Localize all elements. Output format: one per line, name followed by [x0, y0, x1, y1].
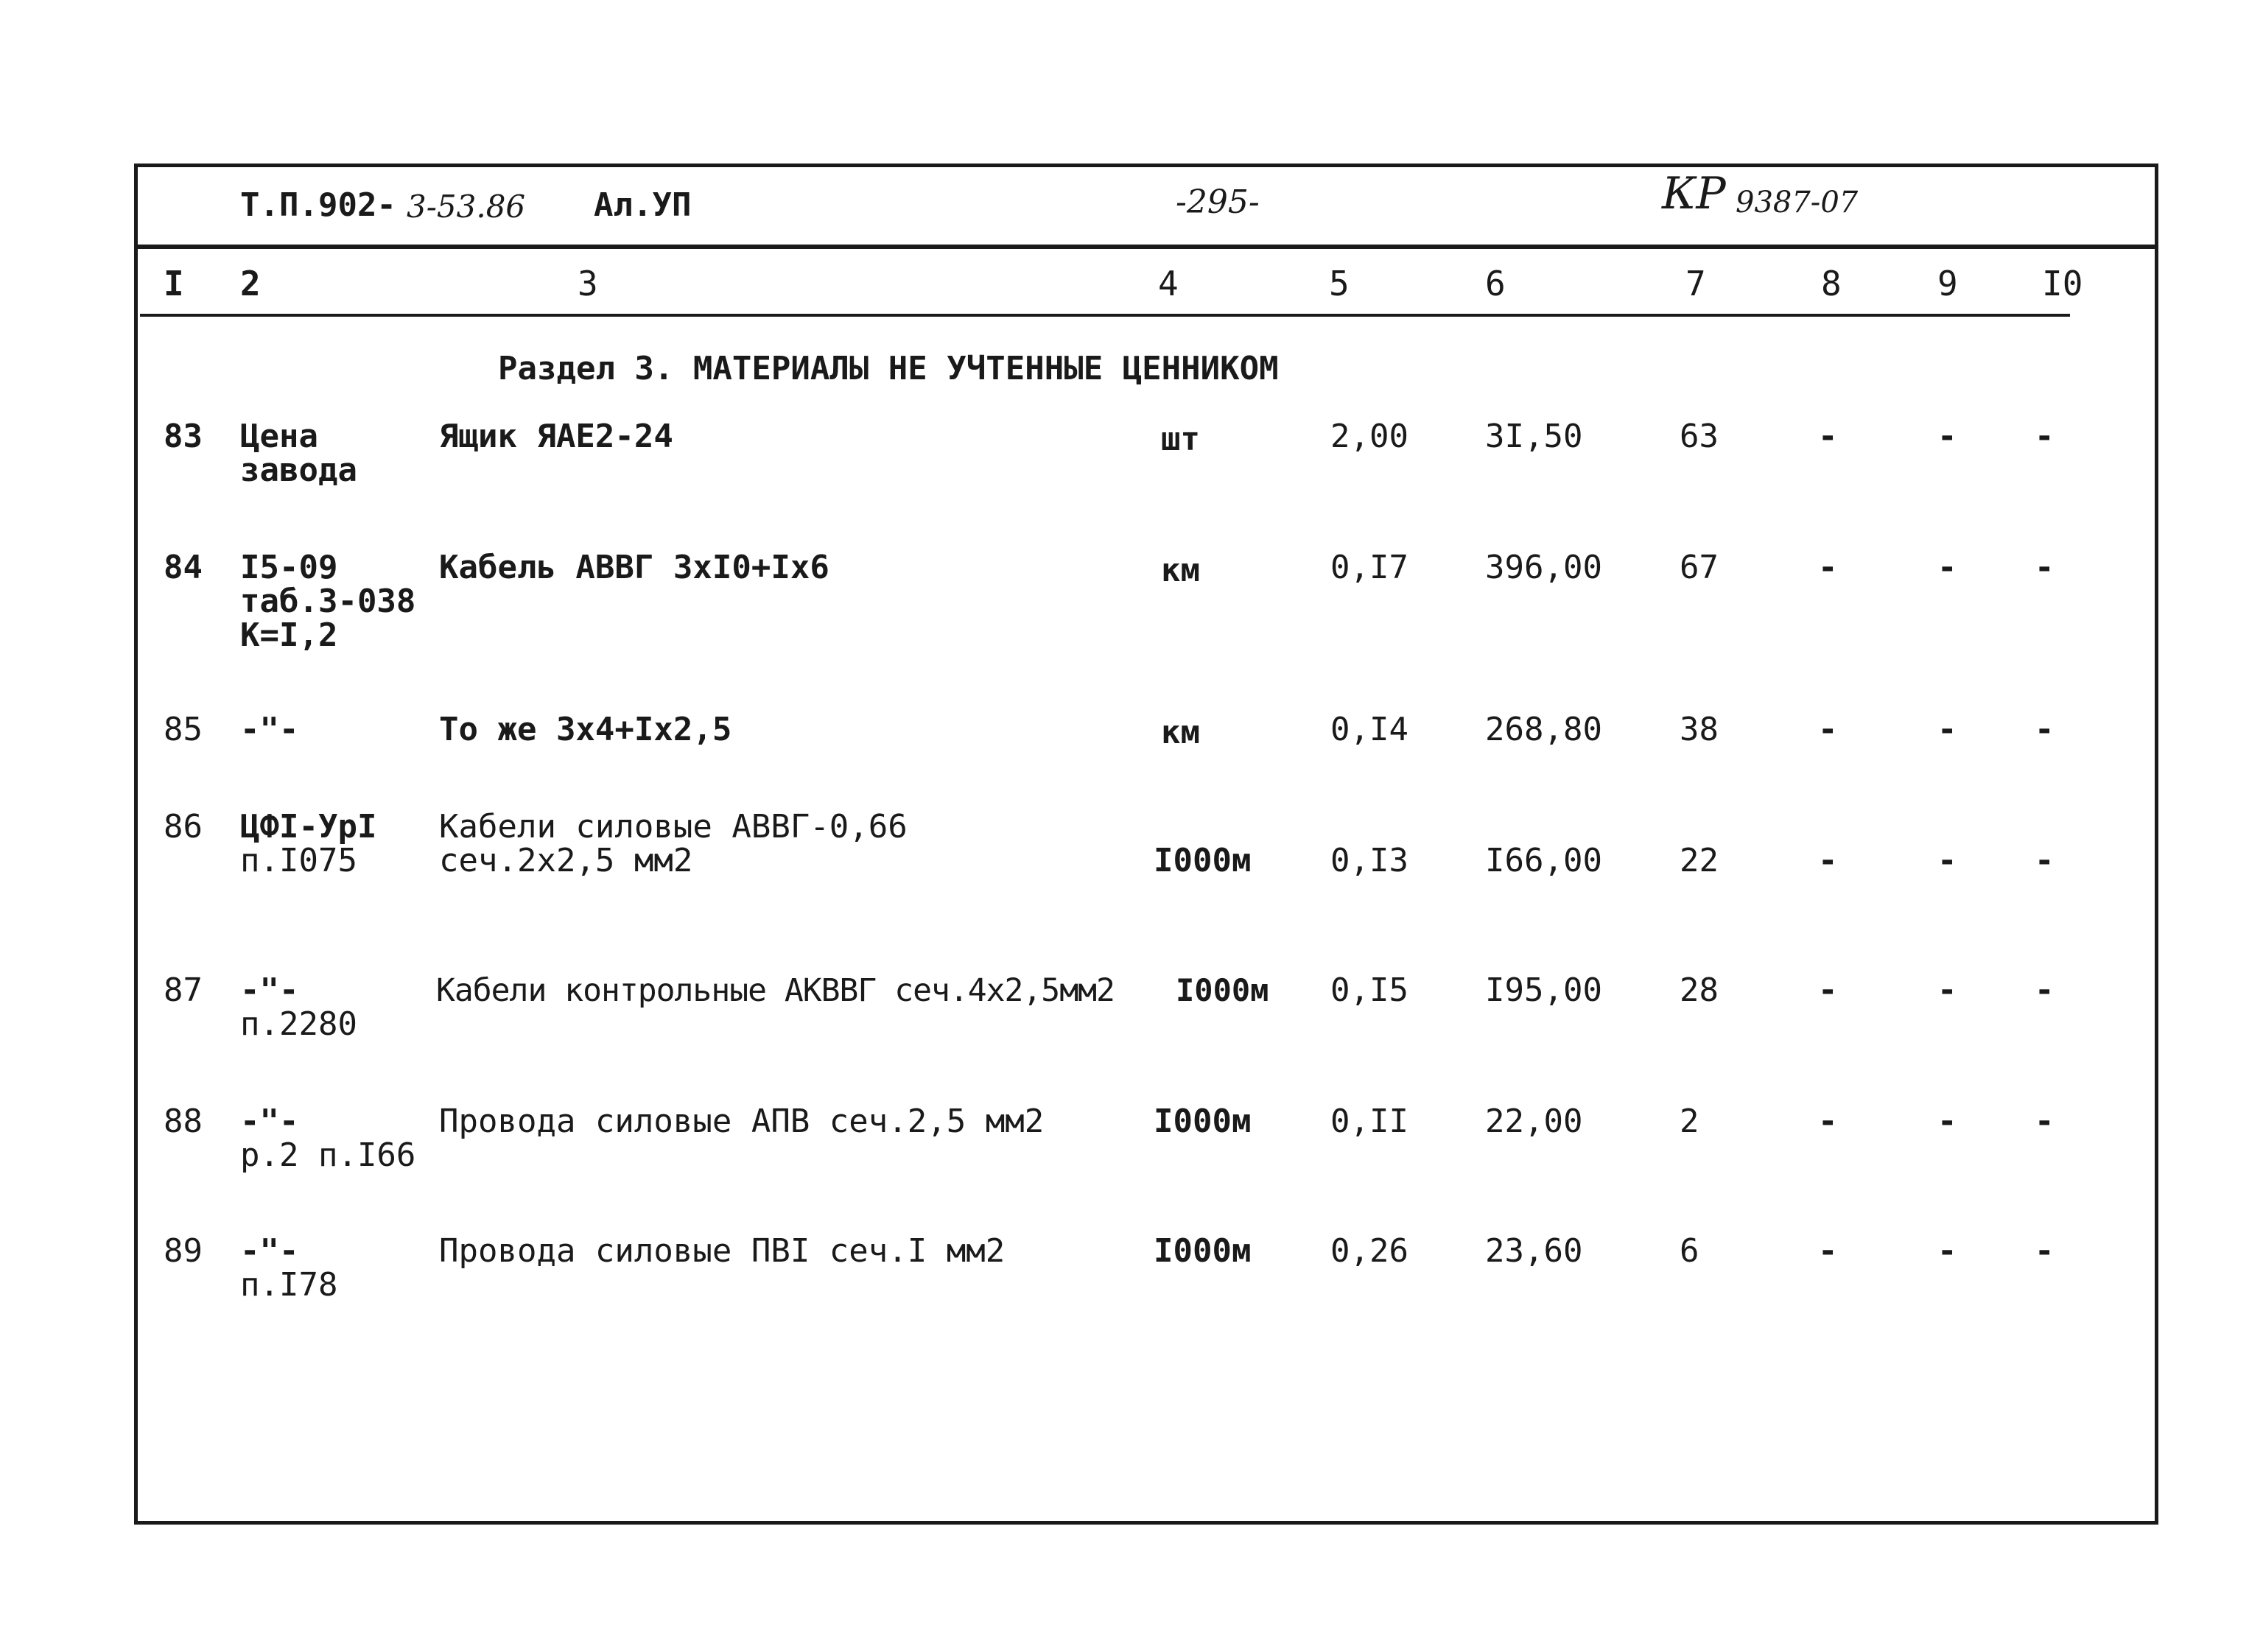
column-numbers-divider [140, 314, 2070, 317]
column-8-value: - [1818, 1103, 1838, 1140]
source-line: таб.3-038 [240, 583, 416, 620]
unit-price: 22,00 [1485, 1103, 1583, 1140]
unit-price: 23,60 [1485, 1232, 1583, 1270]
total-cost: 2 [1680, 1103, 1699, 1140]
quantity: 0,I7 [1330, 549, 1408, 586]
column-8-value: - [1818, 711, 1838, 748]
section-title: Раздел 3. МАТЕРИАЛЫ НЕ УЧТЕННЫЕ ЦЕННИКОМ [498, 350, 1279, 387]
column-number: 6 [1485, 264, 1506, 303]
quantity: 0,26 [1330, 1232, 1408, 1270]
source-line: -"- [240, 971, 299, 1009]
column-9-value: - [1937, 549, 1957, 586]
unit: км [1161, 552, 1200, 589]
unit: I000м [1176, 972, 1269, 1008]
material-name: Провода силовые АПВ сеч.2,5 мм2 [439, 1103, 1045, 1140]
column-10-value: - [2035, 971, 2055, 1009]
column-9-value: - [1937, 711, 1957, 748]
unit-price: 396,00 [1485, 549, 1602, 586]
kp-mark: КР [1662, 168, 1726, 219]
row-number: 86 [164, 808, 203, 846]
unit-price: I95,00 [1485, 971, 1602, 1009]
unit: км [1161, 714, 1200, 751]
column-number: 8 [1821, 264, 1842, 303]
source-line: -"- [240, 1232, 299, 1270]
column-number: I [164, 264, 184, 303]
column-9-value: - [1937, 842, 1957, 879]
column-9-value: - [1937, 971, 1957, 1009]
total-cost: 22 [1680, 842, 1719, 879]
material-name: Кабели контрольные АКВВГ сеч.4х2,5мм2 [436, 972, 1115, 1009]
page-number: -295- [1176, 183, 1260, 221]
column-number: 4 [1158, 264, 1179, 303]
column-8-value: - [1818, 971, 1838, 1009]
total-cost: 28 [1680, 971, 1719, 1009]
document-code-handwritten: 3-53.86 [407, 189, 526, 225]
quantity: 0,I4 [1330, 711, 1408, 748]
quantity: 0,I3 [1330, 842, 1408, 879]
source-line: завода [240, 451, 357, 489]
column-10-value: - [2035, 1232, 2055, 1270]
unit: I000м [1154, 842, 1252, 879]
material-name: То же 3х4+Iх2,5 [439, 711, 732, 748]
quantity: 0,II [1330, 1103, 1408, 1140]
source-line: п.I78 [240, 1266, 338, 1304]
row-number: 87 [164, 971, 203, 1009]
material-name: Кабель АВВГ 3хI0+Iх6 [439, 549, 829, 586]
quantity: 2,00 [1330, 418, 1408, 455]
frame-bottom-edge [140, 1522, 2158, 1524]
document-code: Т.П.902- [240, 186, 396, 224]
total-cost: 63 [1680, 418, 1719, 455]
quantity: 0,I5 [1330, 971, 1408, 1009]
source-line: р.2 п.I66 [240, 1136, 416, 1174]
source-line: -"- [240, 1103, 299, 1140]
column-9-value: - [1937, 418, 1957, 455]
column-9-value: - [1937, 1232, 1957, 1270]
material-name: сеч.2х2,5 мм2 [439, 842, 693, 879]
column-8-value: - [1818, 549, 1838, 586]
column-10-value: - [2035, 418, 2055, 455]
row-number: 83 [164, 418, 203, 455]
unit-price: 268,80 [1485, 711, 1602, 748]
column-9-value: - [1937, 1103, 1957, 1140]
column-number: 7 [1685, 264, 1706, 303]
column-10-value: - [2035, 1103, 2055, 1140]
unit: I000м [1154, 1232, 1252, 1270]
source-line: К=I,2 [240, 616, 338, 654]
unit-price: 3I,50 [1485, 418, 1583, 455]
column-number: 3 [578, 264, 598, 303]
row-number: 85 [164, 711, 203, 748]
source-line: ЦФI-УрI [240, 808, 377, 846]
column-10-value: - [2035, 711, 2055, 748]
row-number: 88 [164, 1103, 203, 1140]
column-number: 2 [240, 264, 261, 303]
source-line: -"- [240, 711, 299, 748]
column-8-value: - [1818, 842, 1838, 879]
column-8-value: - [1818, 1232, 1838, 1270]
source-line: I5-09 [240, 549, 338, 586]
column-10-value: - [2035, 549, 2055, 586]
column-number: 5 [1329, 264, 1350, 303]
unit-price: I66,00 [1485, 842, 1602, 879]
total-cost: 67 [1680, 549, 1719, 586]
source-line: Цена [240, 418, 318, 455]
material-name: Ящик ЯАЕ2-24 [439, 418, 673, 455]
material-name: Кабели силовые АВВГ-0,66 [439, 808, 908, 846]
row-number: 84 [164, 549, 203, 586]
source-line: п.I075 [240, 842, 357, 879]
column-8-value: - [1818, 418, 1838, 455]
total-cost: 38 [1680, 711, 1719, 748]
kp-number: 9387-07 [1736, 186, 1859, 219]
album-label: Ал.УП [594, 186, 692, 224]
unit: I000м [1154, 1103, 1252, 1140]
header-divider [136, 245, 2156, 249]
total-cost: 6 [1680, 1232, 1699, 1270]
column-number: I0 [2042, 264, 2083, 303]
column-number: 9 [1937, 264, 1958, 303]
source-line: п.2280 [240, 1005, 357, 1043]
material-name: Провода силовые ПВI сеч.I мм2 [439, 1232, 1006, 1270]
column-10-value: - [2035, 842, 2055, 879]
row-number: 89 [164, 1232, 203, 1270]
unit: шт [1161, 421, 1200, 458]
